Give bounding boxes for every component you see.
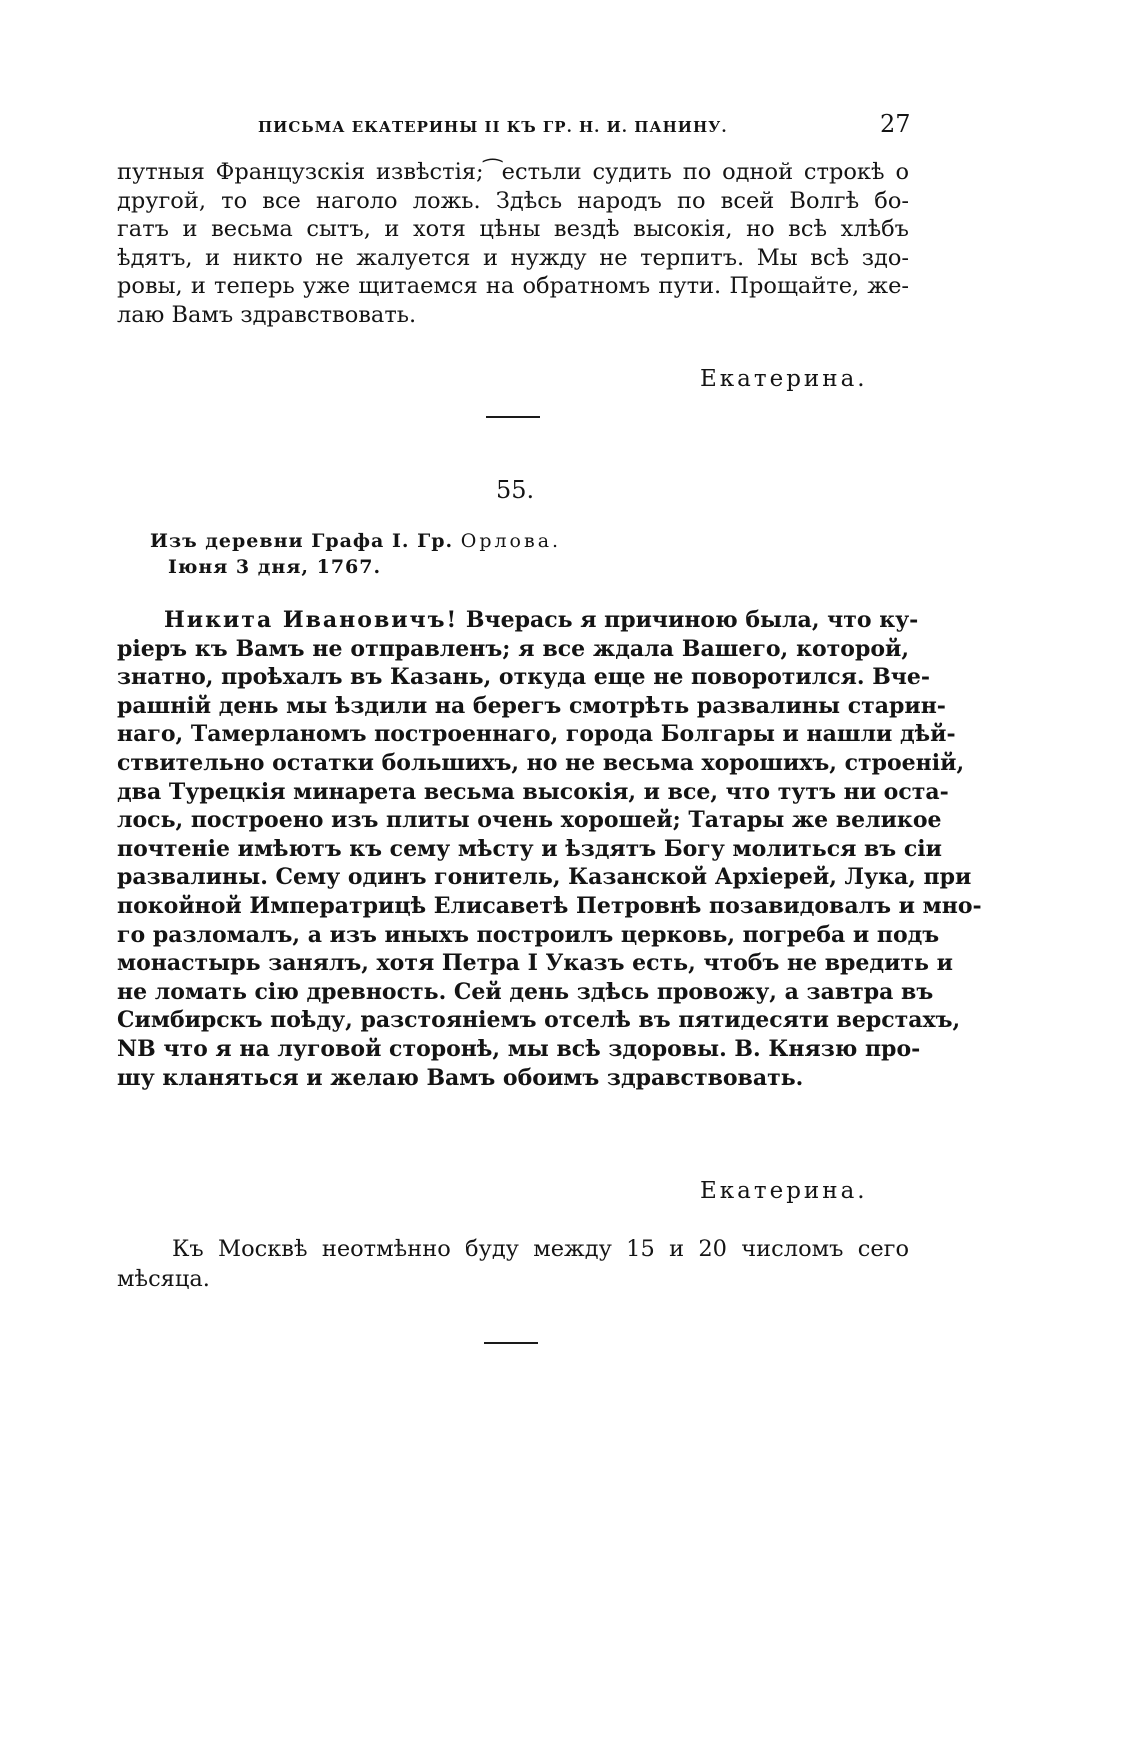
letter-place <box>150 530 561 552</box>
continuation-text <box>117 158 909 330</box>
section-divider <box>484 1342 538 1344</box>
section-divider <box>486 416 540 418</box>
text-line: Къ Москвѣ неотмѣнно буду между 15 и 20 числомъ сего <box>172 1236 909 1262</box>
text-line: путныя Французскія извѣстія;⁀естьли судить по одной строкѣ о <box>117 159 909 185</box>
letter-body <box>117 606 982 1092</box>
text-line: рашній день мы ѣздили на берегъ смотрѣть развалины старин- <box>117 692 946 719</box>
text-line: знатно, проѣхалъ въ Казань, откуда еще не поворотился. Вче- <box>117 664 931 691</box>
text-line: монастырь занялъ, хотя Петра I Указъ есть, чтобъ не вредить и <box>117 950 953 977</box>
text-line: лаю Вамъ здравствовать. <box>117 301 417 328</box>
text-line: покойной Императрицѣ Елисаветѣ Петровнѣ позавидовалъ и мно- <box>117 892 982 919</box>
text-line: Симбирскъ поѣду, разстояніемъ отселѣ въ пятидесяти верстахъ, <box>117 1007 961 1034</box>
text-line-rest: Вчерась я причиною была, что ку- <box>465 607 919 633</box>
page-number: 27 <box>880 110 911 138</box>
letter-date: Iюня 3 дня, 1767. <box>168 556 382 578</box>
signature: Екатерина. <box>700 366 868 392</box>
place-name: Орлова. <box>460 530 562 552</box>
signature: Екатерина. <box>700 1178 868 1204</box>
text-line: наго, Тамерланомъ построеннаго, города Болгары и нашли дѣй- <box>117 721 956 748</box>
text-line: мѣсяца. <box>117 1266 210 1292</box>
running-title: ПИСЬМА ЕКАТЕРИНЫ II КЪ ГР. Н. И. ПАНИНУ. <box>258 118 728 136</box>
text-line: два Турецкія минарета весьма высокія, и все, что тутъ ни оста- <box>117 778 949 805</box>
postscript <box>117 1234 909 1294</box>
text-line: ровы, и теперь уже щитаемся на обратномъ пути. Прощайте, же- <box>117 273 909 300</box>
text-line: ріеръ къ Вамъ не отправленъ; я все ждала Вашего, которой, <box>117 635 909 662</box>
place-text: Изъ деревни Графа I. Гр. <box>150 530 454 552</box>
text-line: не ломать сію древность. Сей день здѣсь провожу, а завтра въ <box>117 978 934 1005</box>
text-line: ѣдятъ, и никто не жалуется и нужду не терпитъ. Мы всѣ здо- <box>117 244 909 271</box>
text-line <box>117 606 919 635</box>
text-line: гатъ и весьма сытъ, и хотя цѣны вездѣ высокія, но всѣ хлѣбъ <box>117 216 909 243</box>
text-line: шу кланяться и желаю Вамъ обоимъ здравствовать. <box>117 1064 804 1091</box>
text-line: го разломалъ, а изъ иныхъ построилъ церковь, погреба и подъ <box>117 921 940 948</box>
text-line: лось, построено изъ плиты очень хорошей; Татары же великое <box>117 807 942 834</box>
text-line: другой, то все наголо ложь. Здѣсь народъ по всей Волгѣ бо- <box>117 187 909 214</box>
letter-number: 55. <box>496 476 535 504</box>
text-line: почтеніе имѣютъ къ сему мѣсту и ѣздятъ Богу молиться въ сіи <box>117 835 942 862</box>
text-line: NB что я на луговой сторонѣ, мы всѣ здоровы. В. Князю про- <box>117 1035 921 1062</box>
text-line: развалины. Сему одинъ гонитель, Казанской Архіерей, Лука, при <box>117 864 972 891</box>
text-line: ствительно остатки большихъ, но не весьма хорошихъ, строеній, <box>117 749 965 776</box>
salutation: Никита Ивановичъ! <box>164 607 459 633</box>
